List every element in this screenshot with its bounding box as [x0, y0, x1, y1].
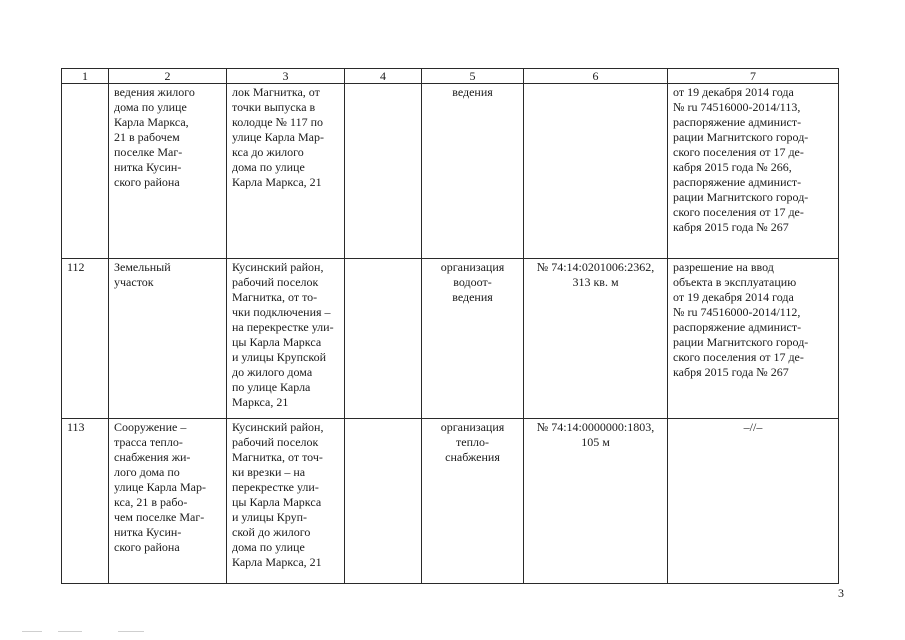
cadastral-cell — [524, 419, 668, 584]
text-line: № 74:14:0201006:2362, — [536, 260, 655, 274]
text-line: и улицы Круп- — [232, 510, 308, 524]
empty-cell — [345, 259, 422, 419]
text-line: № 74:14:0000000:1803, — [536, 420, 655, 434]
empty-cell — [345, 84, 422, 259]
column-header: 7 — [668, 69, 839, 84]
text-line: водоот- — [453, 275, 492, 289]
location-cell — [227, 259, 345, 419]
text-line: ского поселения от 17 де- — [673, 145, 804, 159]
text-line: колодце № 117 по — [232, 115, 323, 129]
text-line: 105 м — [581, 435, 610, 449]
row-number — [62, 84, 109, 259]
empty-cell — [345, 419, 422, 584]
text-line: разрешение на ввод — [673, 260, 774, 274]
text-line: чки подключения – — [232, 305, 331, 319]
text-line: Магнитка, от точ- — [232, 450, 323, 464]
docs-cell — [668, 419, 839, 584]
column-header: 5 — [422, 69, 524, 84]
text-line: дома по улице — [232, 540, 305, 554]
object-cell — [109, 84, 227, 259]
text-line: цы Карла Маркса — [232, 335, 322, 349]
docs-cell — [668, 259, 839, 419]
object-cell — [109, 259, 227, 419]
location-cell — [227, 84, 345, 259]
registry-table — [61, 68, 839, 584]
location-cell — [227, 419, 345, 584]
docs-cell — [668, 84, 839, 259]
text-line: ведения — [452, 85, 493, 99]
table-row — [62, 84, 839, 259]
text-line: 21 в рабочем — [114, 130, 180, 144]
text-line: поселке Маг- — [114, 145, 183, 159]
text-line: лок Магнитка, от — [232, 85, 320, 99]
text-line: на перекрестке ули- — [232, 320, 334, 334]
text-line: нитка Кусин- — [114, 160, 182, 174]
text-line: Земельный — [114, 260, 171, 274]
cadastral-cell — [524, 84, 668, 259]
text-line: 313 кв. м — [572, 275, 619, 289]
text-line: ской до жилого — [232, 525, 311, 539]
cadastral-cell — [524, 259, 668, 419]
text-line: распоряжение админист- — [673, 115, 802, 129]
text-line: распоряжение админист- — [673, 320, 802, 334]
text-line: участок — [114, 275, 154, 289]
text-line: Карла Маркса, — [114, 115, 189, 129]
text-line: организация — [440, 420, 505, 434]
text-line: нитка Кусин- — [114, 525, 182, 539]
text-line: чем поселке Маг- — [114, 510, 205, 524]
page-number: 3 — [838, 586, 844, 600]
scan-artifact — [118, 631, 144, 632]
text-line: трасса тепло- — [114, 435, 183, 449]
text-line: № ru 74516000-2014/113, — [673, 100, 801, 114]
text-line: ского района — [114, 175, 180, 189]
text-line: по улице Карла — [232, 380, 311, 394]
text-line: Маркса, 21 — [232, 395, 289, 409]
text-line: кса до жилого — [232, 145, 304, 159]
table-row — [62, 419, 839, 584]
text-line: до жилого дома — [232, 365, 313, 379]
text-line: снабжения жи- — [114, 450, 191, 464]
purpose-cell — [422, 84, 524, 259]
text-line: организация — [440, 260, 505, 274]
column-header: 4 — [345, 69, 422, 84]
text-line: улице Карла Мар- — [114, 480, 206, 494]
text-line: рации Магнитского город- — [673, 190, 809, 204]
text-line: снабжения — [445, 450, 500, 464]
column-header: 6 — [524, 69, 668, 84]
text-line: Кусинский район, — [232, 260, 324, 274]
text-line: от 19 декабря 2014 года — [673, 85, 794, 99]
text-line: кабря 2015 года № 267 — [673, 365, 789, 379]
text-line: кабря 2015 года № 267 — [673, 220, 789, 234]
text-line: тепло- — [456, 435, 489, 449]
text-line: кабря 2015 года № 266, — [673, 160, 792, 174]
text-line: перекрестке ули- — [232, 480, 319, 494]
text-line: объекта в эксплуатацию — [673, 275, 797, 289]
text-line: распоряжение админист- — [673, 175, 802, 189]
header-row — [62, 69, 839, 84]
text-line: Кусинский район, — [232, 420, 324, 434]
text-line: ки врезки – на — [232, 465, 306, 479]
column-header: 2 — [109, 69, 227, 84]
scan-artifact — [22, 631, 42, 632]
text-line: дома по улице — [232, 160, 305, 174]
text-line: ского поселения от 17 де- — [673, 350, 804, 364]
text-line: дома по улице — [114, 100, 187, 114]
scan-artifact — [58, 631, 82, 632]
purpose-cell — [422, 419, 524, 584]
text-line: Сооружение – — [114, 420, 187, 434]
text-line: и улицы Крупской — [232, 350, 327, 364]
text-line: рации Магнитского город- — [673, 335, 809, 349]
text-line: –//– — [743, 420, 763, 434]
text-line: точки выпуска в — [232, 100, 316, 114]
text-line: ского района — [114, 540, 180, 554]
purpose-cell — [422, 259, 524, 419]
text-line: № ru 74516000-2014/112, — [673, 305, 801, 319]
row-number: 112 — [62, 259, 109, 419]
text-line: рабочий поселок — [232, 275, 319, 289]
text-line: ведения — [452, 290, 493, 304]
text-line: ведения жилого — [114, 85, 195, 99]
text-line: цы Карла Маркса — [232, 495, 322, 509]
object-cell — [109, 419, 227, 584]
text-line: от 19 декабря 2014 года — [673, 290, 794, 304]
text-line: Карла Маркса, 21 — [232, 555, 322, 569]
column-header: 3 — [227, 69, 345, 84]
table-row — [62, 259, 839, 419]
text-line: ского поселения от 17 де- — [673, 205, 804, 219]
text-line: кса, 21 в рабо- — [114, 495, 188, 509]
text-line: улице Карла Мар- — [232, 130, 324, 144]
row-number: 113 — [62, 419, 109, 584]
column-header: 1 — [62, 69, 109, 84]
text-line: Карла Маркса, 21 — [232, 175, 322, 189]
text-line: рабочий поселок — [232, 435, 319, 449]
text-line: Магнитка, от то- — [232, 290, 318, 304]
text-line: рации Магнитского город- — [673, 130, 809, 144]
text-line: лого дома по — [114, 465, 180, 479]
